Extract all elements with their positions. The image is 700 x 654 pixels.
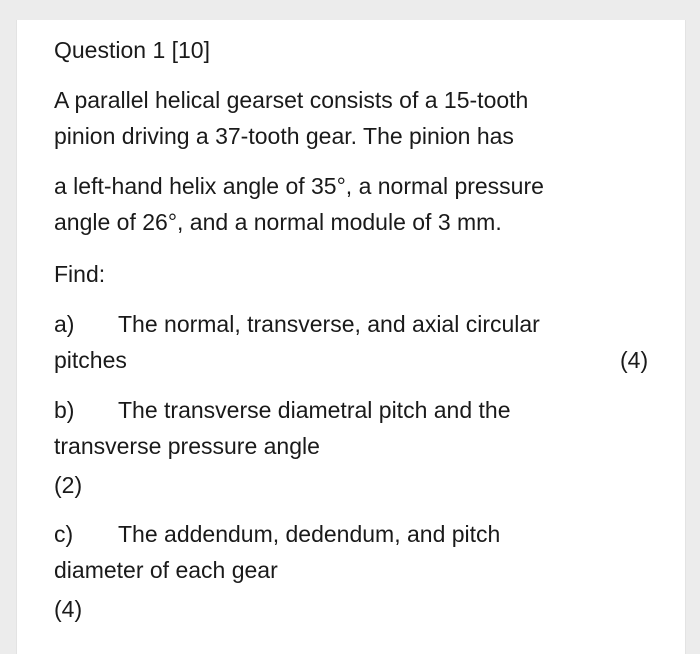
part-c-first-line — [54, 516, 500, 552]
find-label: Find: — [54, 261, 106, 287]
question-heading: Question 1 [10] — [54, 37, 210, 63]
intro-line-2: pinion driving a 37-tooth gear. The pinion has — [54, 123, 514, 149]
intro-line-4: angle of 26°, and a normal module of 3 mm. — [54, 209, 502, 235]
intro-line-3: a left-hand helix angle of 35°, a normal pressure — [54, 173, 544, 199]
part-a-text-2: pitches — [54, 347, 127, 373]
part-b-text-1: The transverse diametral pitch and the — [118, 397, 511, 423]
part-a-marks: (4) — [620, 347, 649, 373]
part-a-label: a) — [54, 311, 75, 337]
question-card — [16, 20, 686, 654]
part-b-marks: (2) — [54, 472, 83, 498]
part-c-text-2: diameter of each gear — [54, 557, 278, 583]
part-b-first-line — [54, 392, 510, 428]
part-c-marks: (4) — [54, 596, 83, 622]
part-b-text-2: transverse pressure angle — [54, 433, 320, 459]
top-background-band — [0, 0, 700, 20]
part-b-label: b) — [54, 397, 75, 423]
part-c-label: c) — [54, 521, 74, 547]
part-c-text-1: The addendum, dedendum, and pitch — [118, 521, 501, 547]
intro-line-1: A parallel helical gearset consists of a 15-tooth — [54, 87, 529, 113]
part-a-text-1: The normal, transverse, and axial circular — [118, 311, 540, 337]
part-a-first-line — [54, 306, 540, 342]
